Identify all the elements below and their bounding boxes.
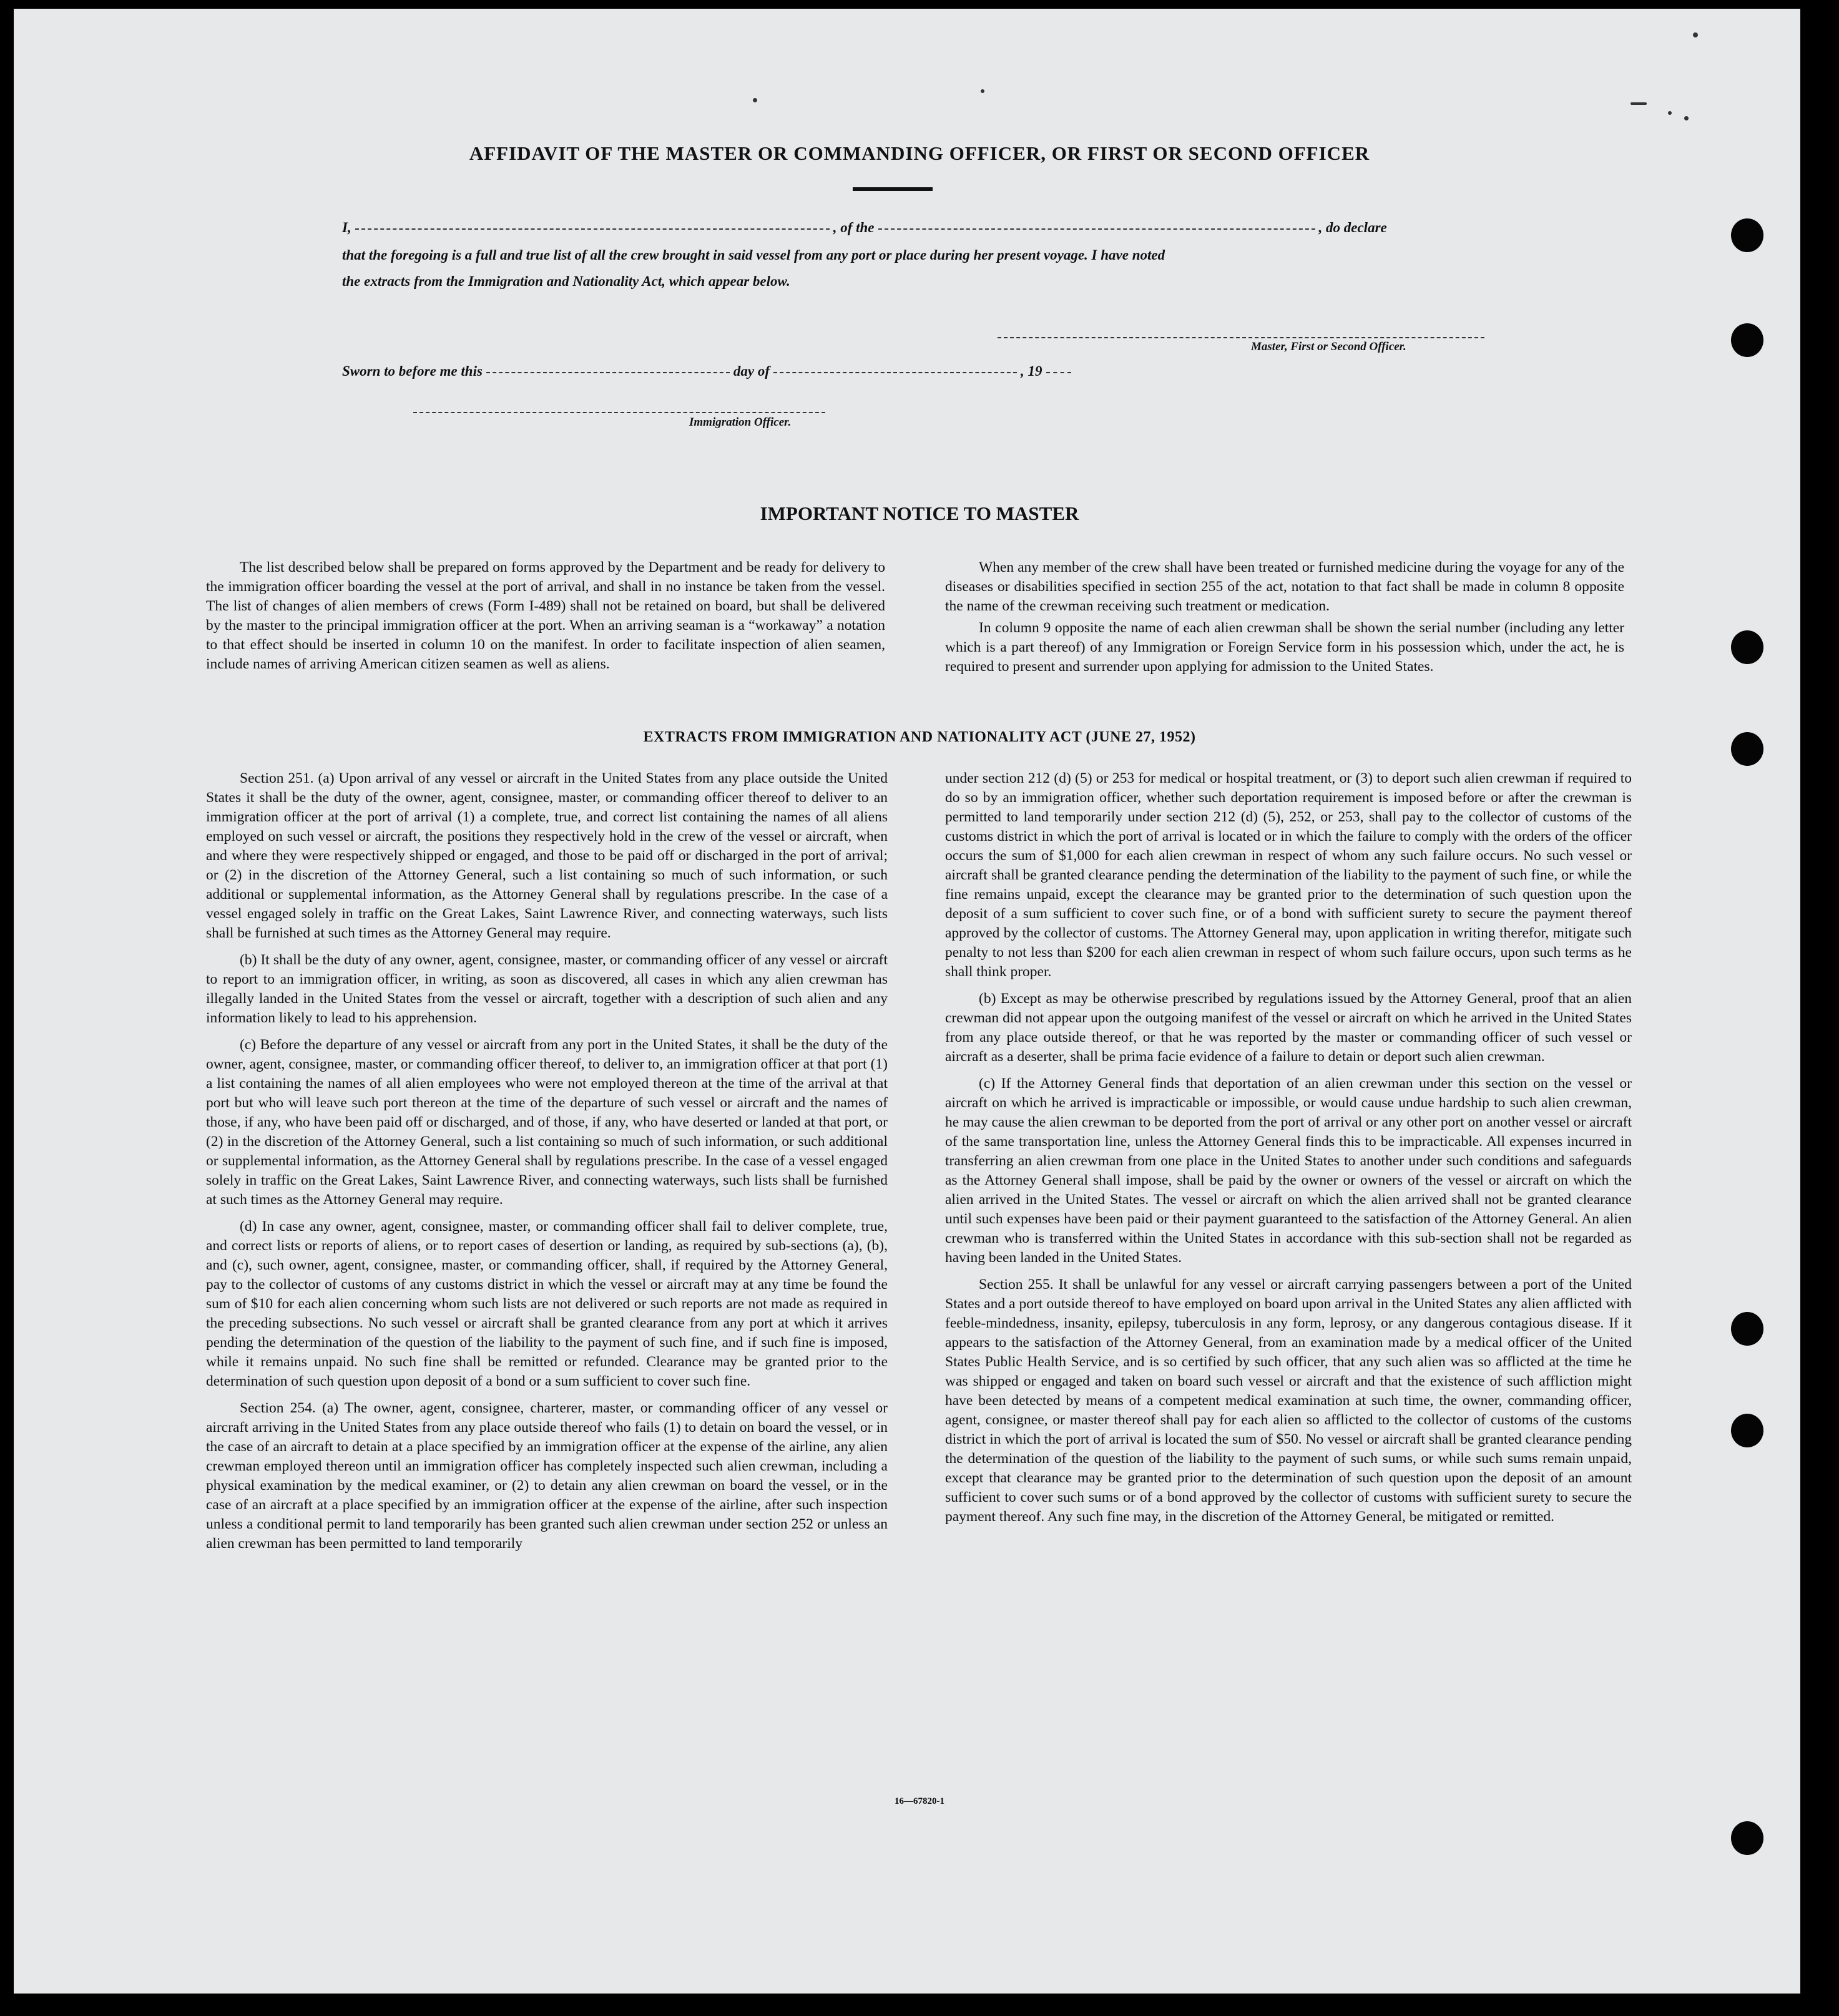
binder-hole xyxy=(1731,323,1763,357)
act-section-paragraph: (b) It shall be the duty of any owner, agent, consignee, master, or commanding officer of any vessel or aircraft to report to an immigration officer, in writing, as soon as discovered, all cases in which any alien crewman has illegally landed in the United States from the vessel or aircraft, together with a description of such alien and any information likely to lead to his apprehension. xyxy=(206,952,888,1026)
act-section-paragraph: Section 255. It shall be unlawful for any vessel or aircraft carrying passengers between a port of the United States and a port outside thereof to have employed on board upon arrival in the United States any alien afflicted with feeble-mindedness, insanity, epilepsy, tuberculosis in any form, leprosy, or any dangerous contagious disease. If it appears to the satisfaction of the Attorney General, from an examination made by a medical officer of the United States Public Health Service, and is so certified by such officer, that any such alien was so afflicted at the time he was shipped or engaged and taken on board such vessel or aircraft and that the existence of such affliction might have been detected by means of a competent medical examination at such time, the owner, commanding officer, agent, consignee, or master thereof shall pay for each alien so afflicted to the collector of customs of the customs district in which the port of arrival is located the sum of $50. No vessel or aircraft shall be granted clearance pending the determination of the question of the liability to the payment of such sums, or while such sums remain unpaid, except that clearance may be granted prior to the determination of such question upon the deposit of an amount sufficient to cover such sums or of a bond approved by the collector of customs with sufficient surety to secure the payment thereof. Any such fine may, in the discretion of the Attorney General, be mitigated or remitted. xyxy=(945,1276,1632,1525)
affidavit-statement-line-2 xyxy=(342,267,1487,296)
scan-speck xyxy=(753,98,757,102)
sworn-month-field[interactable] xyxy=(773,372,1017,373)
scan-speck xyxy=(1631,102,1647,105)
extracts-left-column xyxy=(206,769,888,1561)
notice-left-column xyxy=(206,558,885,682)
immigration-officer-signature-field[interactable] xyxy=(413,412,825,413)
binder-hole xyxy=(1731,218,1763,252)
act-section-paragraph: Section 254. (a) The owner, agent, consignee, charterer, master, or commanding officer of any vessel or aircraft arriving in the United States from any place outside thereof who fails (1) to detain on board the vessel, or in the case of an aircraft to detain at a place specified by an immigration officer at the expense of the airline, any alien crewman employed thereon until an immigration officer has completely inspected such alien crewman, including a physical examination by the medical examiner, or (2) to detain any alien crewman on board the vessel, or in the case of an aircraft at a place specified by an immigration officer at the expense of the airline, after such inspection unless a conditional permit to land temporarily has been granted such alien crewman under section 252 or unless an alien crewman has been permitted to land temporarily xyxy=(206,1400,888,1552)
year-label: , 19 xyxy=(1021,363,1042,379)
notice-right-column xyxy=(945,558,1624,684)
act-section-paragraph: (c) If the Attorney General finds that deportation of an alien crewman under this section on the vessel or aircraft on which he arrived is impracticable or impossible, or would cause undue hardship to such alien crewman, he may cause the alien crewman to be deported from the port of arrival or any other port on another vessel or aircraft of the same transportation line, unless the Attorney General finds this to be impracticable. All expenses incurred in transferring an alien crewman from one place in the United States to another under such conditions and safeguards as the Attorney General shall impose, shall be paid by the owner or owners of the vessel or aircraft on which the alien arrived in the United States. The vessel or aircraft on which the alien arrived shall not be granted clearance until such expenses have been paid or their payment guaranteed to the satisfaction of the Attorney General. An alien crewman who is transferred within the United States in accordance with this sub-section shall not be regarded as having been landed in the United States. xyxy=(945,1075,1632,1266)
act-section-paragraph: (b) Except as may be otherwise prescribed by regulations issued by the Attorney General, proof that an alien crewman did not appear upon the outgoing manifest of the vessel or aircraft on which he arrived in the United States from any place outside thereof, or that he was reported by the master or commanding officer of such vessel or aircraft as a deserter, shall be prima facie evidence of a failure to detain or deport such alien crewman. xyxy=(945,991,1632,1065)
affidavit-declaration-line xyxy=(342,213,1487,242)
affidavit-title: AFFIDAVIT OF THE MASTER OR COMMANDING OFFICER, OR FIRST OR SECOND OFFICER xyxy=(469,142,1370,164)
scan-speck xyxy=(1684,116,1689,120)
declarant-prefix: I, xyxy=(342,220,351,235)
extracts-right-column xyxy=(945,769,1632,1534)
day-of-label: day of xyxy=(733,363,770,379)
binder-hole xyxy=(1731,1312,1763,1346)
affidavit-extracts-text: the extracts from the Immigration and Nationality Act, which appear below. xyxy=(342,273,790,289)
scan-speck xyxy=(981,89,984,93)
act-section-paragraph: Section 251. (a) Upon arrival of any vessel or aircraft in the United States from any place outside the United States it shall be the duty of the owner, agent, consignee, master, or commanding officer thereof to deliver to an immigration officer at the port of arrival (1) a complete, true, and correct list containing the names of all aliens employed on such vessel or aircraft, the positions they respectively hold in the crew of the vessel or aircraft, when and where they were respectively shipped or engaged, and those to be paid off or discharged in the port of arrival; or (2) in the discretion of the Attorney General, such a list containing so much of such information, or such additional or supplemental information, as the Attorney General shall by regulations prescribe. In the case of a vessel engaged solely in traffic on the Great Lakes, Saint Lawrence River, and connecting waterways, such lists shall be furnished at such times as the Attorney General may require. xyxy=(206,770,888,941)
binder-hole xyxy=(1731,1414,1763,1447)
scan-speck xyxy=(1693,32,1698,37)
sworn-year-field[interactable] xyxy=(1046,372,1071,373)
vessel-name-field[interactable] xyxy=(878,228,1315,230)
binder-hole xyxy=(1731,630,1763,664)
binder-hole xyxy=(1731,1821,1763,1855)
do-declare-label: , do declare xyxy=(1318,220,1387,235)
immigration-officer-label: Immigration Officer. xyxy=(689,416,792,429)
affidavit-statement-text: that the foregoing is a full and true list of all the crew brought in said vessel from any port or place during her present voyage. I have noted xyxy=(342,247,1165,263)
title-rule xyxy=(853,187,933,191)
notice-paragraph: In column 9 opposite the name of each alien crewman shall be shown the serial number (including any letter which is a part thereof) of any Immigration or Foreign Service form in his possession which, under the act, he is required to present and surrender upon applying for admission to the United States. xyxy=(945,620,1624,675)
notice-paragraph: The list described below shall be prepared on forms approved by the Department and be ready for delivery to the immigration officer boarding the vessel at the port of arrival, and shall in no instance be taken from the vessel. The list of changes of alien members of crews (Form I-489) shall not be retained on board, but shall be delivered by the master to the principal immigration officer at the port. When an arriving seaman is a “workaway” a notation to that effect should be inserted in column 10 on the manifest. In order to facilitate inspection of alien seamen, include names of arriving American citizen seamen as well as aliens. xyxy=(206,559,885,672)
scan-speck xyxy=(1668,111,1672,115)
notice-paragraph: When any member of the crew shall have been treated or furnished medicine during the voyage for any of the diseases or disabilities specified in section 255 of the act, notation to that fact shall be made in column 8 opposite the name of the crewman receiving such treatment or medication. xyxy=(945,559,1624,614)
master-signature-label: Master, First or Second Officer. xyxy=(1251,340,1406,353)
form-number: 16—67820-1 xyxy=(895,1796,944,1806)
affidavit-statement-line xyxy=(342,241,1487,270)
declarant-name-field[interactable] xyxy=(355,228,830,230)
act-section-paragraph: (d) In case any owner, agent, consignee, master, or commanding officer shall fail to deliver complete, true, and correct lists or reports of aliens, or to report cases of desertion or landing, as required by sub-sections (a), (b), and (c), such owner, agent, consignee, master, or commanding officer, shall, if required by the Attorney General, pay to the collector of customs of any customs district in which the vessel or aircraft may at any time be found the sum of $10 for each alien concerning whom such lists are not delivered or such reports are not made as required in the preceding subsections. No such vessel or aircraft shall be granted clearance from any port at which it arrives pending the determination of the question of the liability to the payment of such fine, and if such fine is imposed, while it remains unpaid. No such fine shall be remitted or refunded. Clearance may be granted prior to the determination of such question upon deposit of a bond or a sum sufficient to cover such fine. xyxy=(206,1218,888,1389)
sworn-line xyxy=(342,357,1216,386)
sworn-day-field[interactable] xyxy=(486,372,730,373)
extracts-title: EXTRACTS FROM IMMIGRATION AND NATIONALITY ACT (JUNE 27, 1952) xyxy=(643,729,1196,745)
sworn-label: Sworn to before me this xyxy=(342,363,483,379)
of-the-label: , of the xyxy=(833,220,875,235)
notice-title: IMPORTANT NOTICE TO MASTER xyxy=(760,502,1079,524)
master-signature-field[interactable] xyxy=(998,337,1484,338)
act-section-paragraph: (c) Before the departure of any vessel or aircraft from any port in the United States, it shall be the duty of the owner, agent, consignee, master, or commanding officer thereof, to deliver to, an immigration officer at that port (1) a list containing the names of all alien employees who were not employed thereon at the time of the arrival at that port but who will leave such port thereon at the time of the departure of such vessel or aircraft and the names of those, if any, who have been paid off or discharged, and of those, if any, who have deserted or landed at that port, or (2) in the discretion of the Attorney General, such a list containing so much of such information, or such additional or supplemental information, as the Attorney General shall by regulations prescribe. In the case of a vessel engaged solely in traffic on the Great Lakes, Saint Lawrence River, and connecting waterways, such lists shall be furnished at such times as the Attorney General may require. xyxy=(206,1037,888,1208)
act-section-paragraph: under section 212 (d) (5) or 253 for medical or hospital treatment, or (3) to deport such alien crewman if required to do so by an immigration officer, whether such deportation requirement is imposed before or after the crewman is permitted to land temporarily under section 212 (d) (5), 252, or 253, shall pay to the collector of customs of the customs district in which the port of arrival is located or in which the failure to comply with the orders of the officer occurs the sum of $1,000 for each alien crewman in respect of whom any such failure occurs. No such vessel or aircraft shall be granted clearance pending the determination of the liability to the payment of such fine, or while the fine remains unpaid, except the clearance may be granted prior to the determination of such question upon the deposit of a sum sufficient to cover such fine, or of a bond with sufficient surety to secure the payment thereof approved by the collector of customs. The Attorney General may, upon application in writing therefor, mitigate such penalty to not less than $200 for each alien crewman in respect of whom such failure occurs, upon such terms as he shall think proper. xyxy=(945,770,1632,980)
